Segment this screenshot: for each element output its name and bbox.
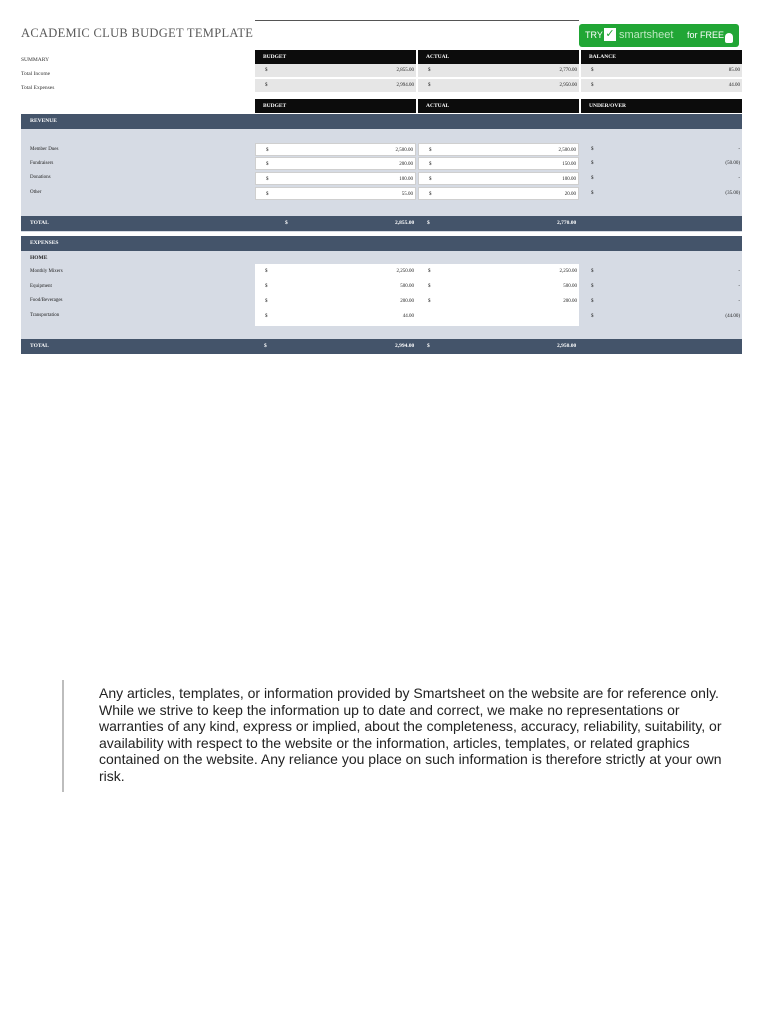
revenue-diff-cell: $ -	[591, 147, 740, 152]
expenses-subhead: HOME	[30, 255, 48, 261]
expenses-row-label: Transportation	[30, 313, 60, 318]
revenue-budget-cell[interactable]: $ 2,500.00	[255, 143, 416, 156]
revenue-actual-cell[interactable]: $ 20.00	[418, 187, 579, 200]
disclaimer-rule	[62, 680, 64, 792]
revenue-actual-cell[interactable]: $ 150.00	[418, 157, 579, 170]
expenses-diff-cell: $ -	[591, 269, 740, 274]
summary-row-label: Total Expenses	[21, 85, 55, 91]
expenses-row-label: Equipment	[30, 284, 52, 289]
summary-row-label: Total Income	[21, 71, 51, 77]
revenue-total-budget: 2,855.00	[395, 220, 415, 226]
revenue-budget-cell[interactable]: $ 100.00	[255, 172, 416, 185]
revenue-row-label: Other	[30, 190, 42, 195]
summary-header-balance: BALANCE	[581, 50, 742, 64]
expenses-diff-cell: $ (44.00)	[591, 314, 740, 319]
expenses-actual-cell[interactable]: $ 2,250.00	[428, 269, 577, 274]
expenses-total-actual: 2,950.00	[557, 343, 577, 349]
summary-expenses-budget: $ 2,994.00	[255, 79, 416, 92]
revenue-actual-cell[interactable]: $ 2,500.00	[418, 143, 579, 156]
revenue-total-actual: 2,770.00	[557, 220, 577, 226]
title-rule	[255, 20, 579, 21]
summary-income-balance: $ 85.00	[581, 64, 742, 77]
expenses-actual-cell[interactable]: $ 200.00	[428, 299, 577, 304]
expenses-row-label: Food/Beverages	[30, 298, 63, 303]
summary-income-actual: $ 2,770.00	[418, 64, 579, 77]
summary-expenses-balance: $ 44.00	[581, 79, 742, 92]
summary-income-budget: $ 2,855.00	[255, 64, 416, 77]
disclaimer-text: Any articles, templates, or information provided by Smartsheet on the website are for reference only. While we strive to keep the information up to date and correct, we make no representations or warranties of any kind, express or implied, about the completeness, accuracy, reliability, suitability, or availability with respect to the website or the information, articles, templates, or related graphics contained on the website. Any reliance you place on such information is therefore strictly at your own risk.	[99, 685, 722, 784]
expenses-diff-cell: $ -	[591, 299, 740, 304]
expenses-budget-cell[interactable]: $ 500.00	[265, 284, 414, 289]
expenses-total-bar: TOTAL $ 2,994.00 $ 2,950.00	[21, 339, 742, 354]
detail-header-budget: BUDGET	[255, 99, 416, 113]
revenue-total-bar: TOTAL $ 2,855.00 $ 2,770.00	[21, 216, 742, 231]
expenses-total-label: TOTAL	[30, 343, 49, 349]
checkmark-icon: ✓	[605, 28, 615, 40]
revenue-diff-cell: $ (35.00)	[591, 191, 740, 196]
summary-header-actual: ACTUAL	[418, 50, 579, 64]
expenses-title-bar: EXPENSES	[21, 236, 742, 251]
revenue-row-label: Donations	[30, 175, 51, 180]
expenses-budget-cell[interactable]: $ 200.00	[265, 299, 414, 304]
expenses-actual-cell[interactable]: $ 500.00	[428, 284, 577, 289]
cta-free-label: for FREE	[687, 30, 725, 40]
expenses-budget-cell[interactable]: $ 2,250.00	[265, 269, 414, 274]
pointer-hand-icon	[725, 33, 733, 43]
revenue-row-label: Fundraisers	[30, 161, 54, 166]
smartsheet-logo: smartsheet	[619, 29, 674, 41]
try-smartsheet-button[interactable]	[579, 24, 739, 47]
summary-label: SUMMARY	[21, 57, 50, 63]
revenue-diff-cell: $ (50.00)	[591, 161, 740, 166]
expenses-diff-cell: $ -	[591, 284, 740, 289]
cta-try-label: TRY	[585, 30, 603, 40]
revenue-title-bar: REVENUE	[21, 114, 742, 129]
revenue-total-label: TOTAL	[30, 220, 49, 226]
revenue-row-label: Member Dues	[30, 147, 59, 152]
page-title: ACADEMIC CLUB BUDGET TEMPLATE	[21, 26, 254, 40]
revenue-diff-cell: $ -	[591, 176, 740, 181]
expenses-total-budget: 2,994.00	[395, 343, 415, 349]
detail-header-under-over: UNDER/OVER	[581, 99, 742, 113]
revenue-actual-cell[interactable]: $ 100.00	[418, 172, 579, 185]
revenue-budget-cell[interactable]: $ 55.00	[255, 187, 416, 200]
detail-header-actual: ACTUAL	[418, 99, 579, 113]
revenue-budget-cell[interactable]: $ 200.00	[255, 157, 416, 170]
expenses-row-label: Monthly Mixers	[30, 269, 63, 274]
expenses-actual-cell[interactable]	[418, 310, 579, 323]
expenses-budget-cell[interactable]: $ 44.00	[265, 314, 414, 319]
summary-header-budget: BUDGET	[255, 50, 416, 64]
summary-expenses-actual: $ 2,950.00	[418, 79, 579, 92]
